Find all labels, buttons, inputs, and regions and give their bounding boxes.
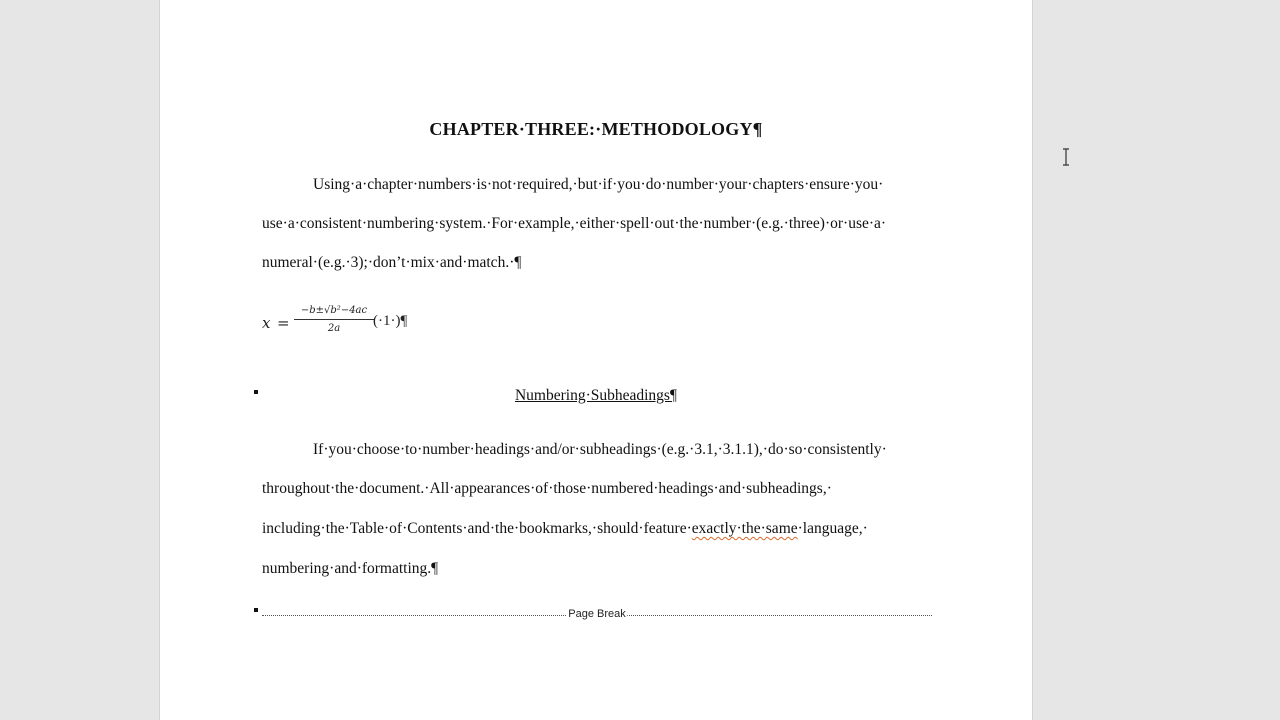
document-page[interactable]	[159, 0, 1033, 720]
line-text: ·language,·	[797, 520, 868, 537]
page-break-label: Page Break	[568, 608, 626, 620]
equation-number: (·1·)¶	[373, 313, 408, 329]
equation-equals: =	[277, 314, 290, 332]
chapter-heading[interactable]: CHAPTER·THREE:·METHODOLOGY¶	[429, 119, 763, 139]
text-cursor-icon	[1061, 148, 1071, 166]
equation-variable: x	[262, 314, 271, 332]
page-break[interactable]	[262, 607, 932, 621]
equation-fraction	[294, 305, 374, 335]
paragraph-line[interactable]	[262, 520, 868, 538]
line-text: including·the·Table·of·Contents·and·the·bookmarks,·should·feature·	[262, 520, 692, 537]
paragraph-line[interactable]: numeral·(e.g.·3);·don’t·mix·and·match.·¶	[262, 254, 522, 271]
fraction-bar	[294, 319, 374, 320]
paragraph-line[interactable]: numbering·and·formatting.¶	[262, 560, 439, 577]
equation-denominator: 2a	[327, 323, 341, 334]
paragraph-line[interactable]: throughout·the·document.·All·appearances·of·those·numbered·headings·and·subheadings,·	[262, 480, 832, 497]
equation-numerator: −b±√b²−4ac	[300, 305, 368, 316]
page-break-marker-icon	[254, 608, 258, 612]
paragraph-line[interactable]: If·you·choose·to·number·headings·and/or·subheadings·(e.g.·3.1,·3.1.1),·do·so·consistently·	[313, 441, 887, 458]
paragraph-line[interactable]: use·a·consistent·numbering·system.·For·example,·either·spell·out·the·number·(e.g.·three)·or·use·a·	[262, 215, 887, 232]
subheading-text[interactable]: Numbering·Subheadings¶	[514, 387, 677, 404]
spellcheck-flagged-text[interactable]: exactly·the·same	[691, 520, 798, 537]
paragraph-line[interactable]: Using·a·chapter·numbers·is·not·required,·but·if·you·do·number·your·chapters·ensure·you·	[313, 176, 884, 193]
subheading[interactable]	[160, 387, 1032, 405]
